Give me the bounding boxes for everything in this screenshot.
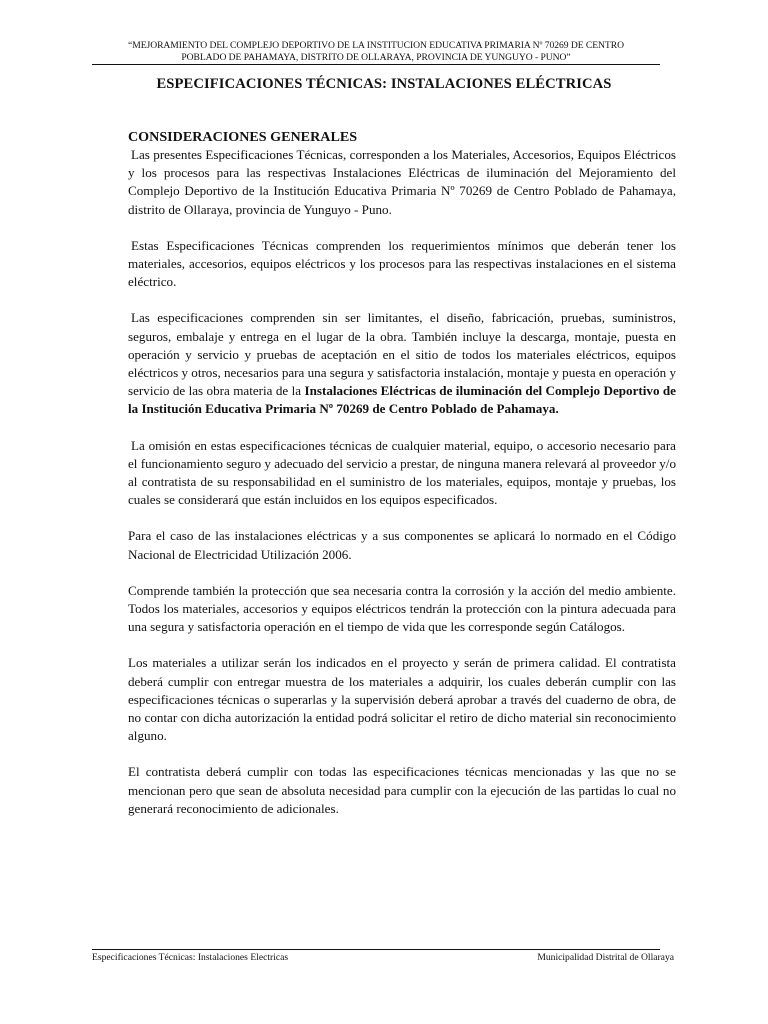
- paragraph-1: Las presentes Especificaciones Técnicas, corresponden a los Materiales, Accesorios, Equipos Eléctricos y los procesos para las respectivas Instalaciones Eléctricas de iluminación del Mejoramiento del Complejo Deportivo de la Institución Educativa Primaria Nº 70269 de Centro Poblado de Pahamaya, distrito de Ollaraya, provincia de Yunguyo - Puno.: [128, 147, 676, 217]
- paragraph-5: Para el caso de las instalaciones eléctricas y a sus componentes se aplicará lo normado en el Código Nacional de Electricidad Utilización 2006.: [128, 528, 676, 562]
- footer-divider: [92, 949, 660, 950]
- paragraph-3: [128, 309, 676, 418]
- section-heading: CONSIDERACIONES GENERALES: [128, 129, 358, 145]
- page-header: [92, 40, 660, 63]
- paragraph-8: El contratista deberá cumplir con todas las especificaciones técnicas mencionadas y las que no se mencionan pero que sean de absoluta necesidad para cumplir con la ejecución de las partidas lo cual no generará reconocimiento de adicionales.: [128, 764, 676, 816]
- paragraph-3-text: Las especificaciones comprenden sin ser limitantes, el diseño, fabricación, pruebas, suministros, seguros, embalaje y entrega en el lugar de la obra. También incluye la descarga, montaje, puesta en operación y servicio y pruebas de aceptación en el sitio de todos los materiales eléctricos, equipos eléctricos y otros, necesarios para una segura y satisfactoria instalación, montaje y puesta en operación y servicio de las obra materia de la: [128, 310, 676, 399]
- header-line-2: POBLADO DE PAHAMAYA, DISTRITO DE OLLARAYA, PROVINCIA DE YUNGUYO - PUNO”: [181, 51, 571, 63]
- paragraph-3-bold-project-name: Instalaciones Eléctricas de iluminación del Complejo Deportivo de la Institución Educativa Primaria Nº 70269 de Centro Poblado de Pahamaya.: [128, 383, 676, 417]
- footer-organization: Municipalidad Distrital de Ollaraya: [537, 952, 674, 963]
- document-title: ESPECIFICACIONES TÉCNICAS: INSTALACIONES ELÉCTRICAS: [156, 76, 612, 92]
- paragraph-6: Comprende también la protección que sea necesaria contra la corrosión y la acción del medio ambiente. Todos los materiales, accesorios y equipos eléctricos tendrán la protección con la pintura adecuada para una segura y satisfactoria operación en el tiempo de vida que les corresponde según Catálogos.: [128, 582, 676, 635]
- paragraph-4: La omisión en estas especificaciones técnicas de cualquier material, equipo, o accesorio necesario para el funcionamiento seguro y adecuado del servicio a prestar, de ninguna manera relevará al proveedor y/o al contratista de su responsabilidad en el suministro de los materiales, equipos, montaje y pruebas, los cuales se considerará que están incluidos en los equipos especificados.: [128, 437, 676, 508]
- paragraph-2: Estas Especificaciones Técnicas comprenden los requerimientos mínimos que deberán tener los materiales, accesorios, equipos eléctricos y los procesos para las respectivas instalaciones en el sistema eléctrico.: [128, 237, 676, 290]
- header-divider: [92, 64, 660, 65]
- document-body: [128, 128, 676, 836]
- paragraph-7: Los materiales a utilizar serán los indicados en el proyecto y serán de primera calidad. El contratista deberá cumplir con entregar muestra de los materiales a adquirir, los cuales deberán cumplir con las especificaciones técnicas o superarlas y la supervisión deberá aprobar a través del cuaderno de obra, de no contar con dicha autorización la entidad podrá solicitar el retiro de dicho material sin reconocimiento alguno.: [128, 655, 676, 744]
- footer-document-name: Especificaciones Técnicas: Instalaciones Electricas: [92, 952, 289, 963]
- header-line-1: “MEJORAMIENTO DEL COMPLEJO DEPORTIVO DE LA INSTITUCION EDUCATIVA PRIMARIA Nº 70269 DE CENTRO: [128, 40, 624, 51]
